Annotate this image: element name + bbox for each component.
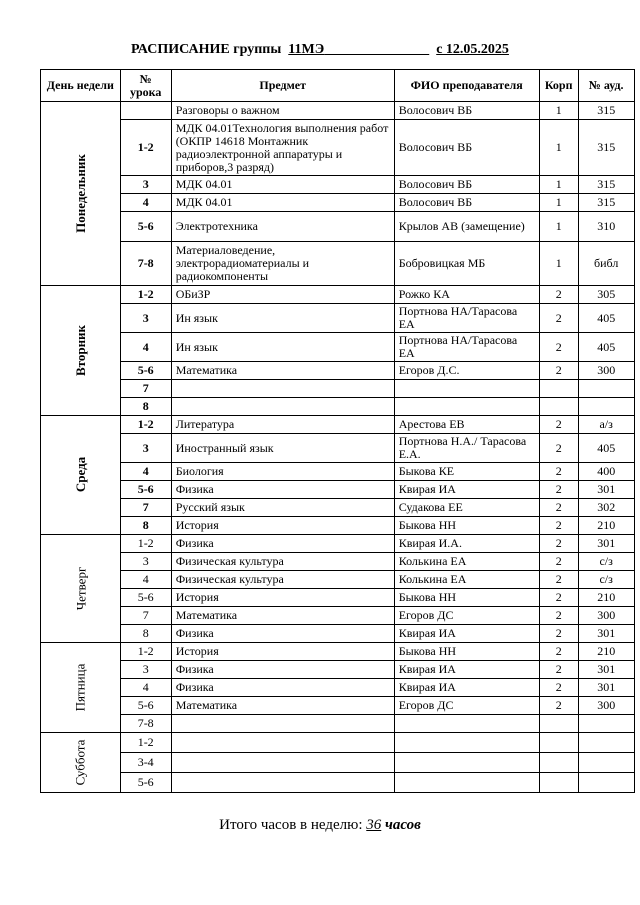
- table-row: [41, 304, 635, 333]
- building-cell: 2: [539, 416, 578, 434]
- subject-cell: Физическая культура: [171, 571, 394, 589]
- total-prefix: Итого часов в неделю:: [219, 817, 363, 833]
- table-row: [41, 643, 635, 661]
- group-underline: [324, 42, 429, 57]
- building-cell: 2: [539, 333, 578, 362]
- room-cell: 315: [578, 194, 634, 212]
- day-cell: [41, 286, 121, 416]
- subject-cell: МДК 04.01: [171, 194, 394, 212]
- room-cell: [578, 733, 634, 753]
- subject-cell: ОБиЗР: [171, 286, 394, 304]
- day-cell: [41, 535, 121, 643]
- room-cell: 210: [578, 589, 634, 607]
- room-cell: 301: [578, 661, 634, 679]
- teacher-cell: Квирая ИА: [394, 625, 539, 643]
- lesson-number-cell: 3: [120, 304, 171, 333]
- table-row: [41, 697, 635, 715]
- building-cell: 2: [539, 517, 578, 535]
- teacher-cell: Крылов АВ (замещение): [394, 212, 539, 242]
- table-row: [41, 571, 635, 589]
- subject-cell: Математика: [171, 607, 394, 625]
- building-cell: 2: [539, 589, 578, 607]
- header-row: [41, 70, 635, 102]
- day-cell: [41, 416, 121, 535]
- subject-cell: Русский язык: [171, 499, 394, 517]
- subject-cell: Физика: [171, 535, 394, 553]
- subject-cell: [171, 733, 394, 753]
- table-row: [41, 362, 635, 380]
- subject-cell: История: [171, 643, 394, 661]
- building-cell: 1: [539, 102, 578, 120]
- building-cell: [539, 753, 578, 773]
- table-row: [41, 398, 635, 416]
- lesson-number-cell: 3: [120, 434, 171, 463]
- schedule-date: с 12.05.2025: [436, 42, 509, 57]
- teacher-cell: [394, 380, 539, 398]
- subject-cell: Физика: [171, 679, 394, 697]
- schedule-table: [40, 69, 635, 793]
- lesson-number-cell: 4: [120, 463, 171, 481]
- table-row: [41, 242, 635, 286]
- building-cell: 2: [539, 697, 578, 715]
- building-cell: 2: [539, 481, 578, 499]
- subject-cell: Физика: [171, 481, 394, 499]
- table-row: [41, 434, 635, 463]
- teacher-cell: [394, 753, 539, 773]
- teacher-cell: Рожко КА: [394, 286, 539, 304]
- subject-cell: Математика: [171, 362, 394, 380]
- teacher-cell: Квирая ИА: [394, 661, 539, 679]
- table-row: [41, 589, 635, 607]
- room-cell: 301: [578, 625, 634, 643]
- building-cell: 1: [539, 212, 578, 242]
- table-row: [41, 679, 635, 697]
- room-cell: 301: [578, 535, 634, 553]
- subject-cell: Иностранный язык: [171, 434, 394, 463]
- table-row: [41, 463, 635, 481]
- table-row: [41, 194, 635, 212]
- room-cell: [578, 715, 634, 733]
- lesson-number-cell: 3: [120, 553, 171, 571]
- building-cell: 2: [539, 571, 578, 589]
- header-building: Корп: [539, 70, 578, 102]
- subject-cell: [171, 715, 394, 733]
- teacher-cell: Квирая И.А.: [394, 535, 539, 553]
- table-row: [41, 102, 635, 120]
- building-cell: [539, 773, 578, 793]
- building-cell: 1: [539, 120, 578, 176]
- day-cell: [41, 733, 121, 793]
- table-row: [41, 773, 635, 793]
- table-row: [41, 176, 635, 194]
- building-cell: [539, 380, 578, 398]
- day-name: Суббота: [72, 739, 88, 785]
- building-cell: 2: [539, 535, 578, 553]
- lesson-number-cell: 5-6: [120, 481, 171, 499]
- lesson-number-cell: 1-2: [120, 416, 171, 434]
- subject-cell: [171, 773, 394, 793]
- teacher-cell: Волосович ВБ: [394, 120, 539, 176]
- building-cell: 2: [539, 625, 578, 643]
- table-row: [41, 481, 635, 499]
- lesson-number-cell: 4: [120, 679, 171, 697]
- room-cell: [578, 753, 634, 773]
- room-cell: библ: [578, 242, 634, 286]
- teacher-cell: Волосович ВБ: [394, 176, 539, 194]
- subject-cell: Физическая культура: [171, 553, 394, 571]
- lesson-number-cell: 3: [120, 661, 171, 679]
- subject-cell: Ин язык: [171, 333, 394, 362]
- teacher-cell: Егоров ДС: [394, 607, 539, 625]
- room-cell: 300: [578, 362, 634, 380]
- building-cell: 2: [539, 553, 578, 571]
- subject-cell: Биология: [171, 463, 394, 481]
- lesson-number-cell: 1-2: [120, 286, 171, 304]
- teacher-cell: [394, 733, 539, 753]
- lesson-number-cell: 1-2: [120, 535, 171, 553]
- subject-cell: Математика: [171, 697, 394, 715]
- building-cell: 1: [539, 242, 578, 286]
- room-cell: с/з: [578, 571, 634, 589]
- room-cell: 210: [578, 643, 634, 661]
- room-cell: 315: [578, 176, 634, 194]
- room-cell: 301: [578, 481, 634, 499]
- building-cell: 2: [539, 434, 578, 463]
- lesson-number-cell: 7-8: [120, 715, 171, 733]
- building-cell: 2: [539, 643, 578, 661]
- teacher-cell: Портнова НА/Тарасова ЕА: [394, 304, 539, 333]
- room-cell: 301: [578, 679, 634, 697]
- lesson-number-cell: 8: [120, 398, 171, 416]
- room-cell: [578, 773, 634, 793]
- lesson-number-cell: 4: [120, 194, 171, 212]
- lesson-number-cell: 1-2: [120, 120, 171, 176]
- teacher-cell: Быкова НН: [394, 643, 539, 661]
- day-name: Четверг: [72, 566, 88, 610]
- lesson-number-cell: 7: [120, 499, 171, 517]
- teacher-cell: Волосович ВБ: [394, 194, 539, 212]
- table-row: [41, 120, 635, 176]
- day-name: Понедельник: [72, 153, 88, 233]
- subject-cell: МДК 04.01Технология выполнения работ (ОКПР 14618 Монтажник радиоэлектронной аппаратуры и приборов,3 разряд): [171, 120, 394, 176]
- lesson-number-cell: 7-8: [120, 242, 171, 286]
- header-day: День недели: [41, 70, 121, 102]
- table-row: [41, 416, 635, 434]
- room-cell: 405: [578, 304, 634, 333]
- table-row: [41, 733, 635, 753]
- table-row: [41, 753, 635, 773]
- lesson-number-cell: 5-6: [120, 362, 171, 380]
- teacher-cell: [394, 398, 539, 416]
- room-cell: 315: [578, 102, 634, 120]
- subject-cell: Электротехника: [171, 212, 394, 242]
- total-suffix: часов: [385, 817, 421, 833]
- teacher-cell: Быкова КЕ: [394, 463, 539, 481]
- building-cell: 2: [539, 499, 578, 517]
- building-cell: 2: [539, 463, 578, 481]
- subject-cell: Разговоры о важном: [171, 102, 394, 120]
- building-cell: 2: [539, 304, 578, 333]
- teacher-cell: [394, 773, 539, 793]
- lesson-number-cell: 4: [120, 571, 171, 589]
- table-row: [41, 499, 635, 517]
- lesson-number-cell: 5-6: [120, 773, 171, 793]
- subject-cell: [171, 398, 394, 416]
- teacher-cell: Колькина ЕА: [394, 571, 539, 589]
- teacher-cell: Егоров Д.С.: [394, 362, 539, 380]
- table-row: [41, 661, 635, 679]
- teacher-cell: Бобровицкая МБ: [394, 242, 539, 286]
- teacher-cell: Быкова НН: [394, 517, 539, 535]
- room-cell: [578, 398, 634, 416]
- teacher-cell: Портнова Н.А./ Тарасова Е.А.: [394, 434, 539, 463]
- room-cell: а/з: [578, 416, 634, 434]
- building-cell: 2: [539, 607, 578, 625]
- table-row: [41, 212, 635, 242]
- title-label: РАСПИСАНИЕ группы: [131, 42, 282, 57]
- total-hours: 36: [366, 817, 382, 833]
- building-cell: 2: [539, 679, 578, 697]
- day-name: Пятница: [72, 663, 88, 711]
- lesson-number-cell: 5-6: [120, 212, 171, 242]
- room-cell: 300: [578, 607, 634, 625]
- subject-cell: История: [171, 517, 394, 535]
- subject-cell: Литература: [171, 416, 394, 434]
- lesson-number-cell: 4: [120, 333, 171, 362]
- schedule-body: [41, 102, 635, 793]
- building-cell: [539, 733, 578, 753]
- room-cell: 310: [578, 212, 634, 242]
- header-teacher: ФИО преподавателя: [394, 70, 539, 102]
- teacher-cell: Быкова НН: [394, 589, 539, 607]
- lesson-number-cell: 3: [120, 176, 171, 194]
- table-row: [41, 715, 635, 733]
- lesson-number-cell: 1-2: [120, 733, 171, 753]
- room-cell: 300: [578, 697, 634, 715]
- building-cell: [539, 398, 578, 416]
- teacher-cell: Арестова ЕВ: [394, 416, 539, 434]
- lesson-number-cell: 8: [120, 517, 171, 535]
- header-lesson-number: № урока: [120, 70, 171, 102]
- lesson-number-cell: 8: [120, 625, 171, 643]
- table-row: [41, 380, 635, 398]
- table-row: [41, 535, 635, 553]
- room-cell: 315: [578, 120, 634, 176]
- room-cell: [578, 380, 634, 398]
- room-cell: 405: [578, 434, 634, 463]
- day-cell: [41, 643, 121, 733]
- subject-cell: [171, 380, 394, 398]
- subject-cell: Физика: [171, 625, 394, 643]
- building-cell: 2: [539, 661, 578, 679]
- teacher-cell: Егоров ДС: [394, 697, 539, 715]
- building-cell: 1: [539, 176, 578, 194]
- lesson-number-cell: 5-6: [120, 589, 171, 607]
- table-row: [41, 286, 635, 304]
- table-row: [41, 517, 635, 535]
- teacher-cell: Квирая ИА: [394, 679, 539, 697]
- subject-cell: Ин язык: [171, 304, 394, 333]
- day-cell: [41, 102, 121, 286]
- room-cell: 405: [578, 333, 634, 362]
- table-row: [41, 333, 635, 362]
- subject-cell: История: [171, 589, 394, 607]
- room-cell: с/з: [578, 553, 634, 571]
- building-cell: 2: [539, 286, 578, 304]
- building-cell: 2: [539, 362, 578, 380]
- subject-cell: МДК 04.01: [171, 176, 394, 194]
- group-name: 11МЭ: [288, 42, 325, 57]
- lesson-number-cell: 7: [120, 607, 171, 625]
- subject-cell: Физика: [171, 661, 394, 679]
- lesson-number-cell: [120, 102, 171, 120]
- weekly-total: [0, 817, 640, 834]
- teacher-cell: [394, 715, 539, 733]
- document-title: [0, 42, 640, 58]
- lesson-number-cell: 5-6: [120, 697, 171, 715]
- header-subject: Предмет: [171, 70, 394, 102]
- room-cell: 400: [578, 463, 634, 481]
- building-cell: 1: [539, 194, 578, 212]
- teacher-cell: Судакова ЕЕ: [394, 499, 539, 517]
- subject-cell: Материаловедение, электрорадиоматериалы и радиокомпоненты: [171, 242, 394, 286]
- teacher-cell: Волосович ВБ: [394, 102, 539, 120]
- table-row: [41, 553, 635, 571]
- lesson-number-cell: 3-4: [120, 753, 171, 773]
- teacher-cell: Квирая ИА: [394, 481, 539, 499]
- building-cell: [539, 715, 578, 733]
- lesson-number-cell: 1-2: [120, 643, 171, 661]
- room-cell: 305: [578, 286, 634, 304]
- lesson-number-cell: 7: [120, 380, 171, 398]
- teacher-cell: Колькина ЕА: [394, 553, 539, 571]
- subject-cell: [171, 753, 394, 773]
- room-cell: 302: [578, 499, 634, 517]
- teacher-cell: Портнова НА/Тарасова ЕА: [394, 333, 539, 362]
- table-row: [41, 625, 635, 643]
- day-name: Вторник: [72, 324, 88, 376]
- header-room: № ауд.: [578, 70, 634, 102]
- day-name: Среда: [72, 456, 88, 493]
- room-cell: 210: [578, 517, 634, 535]
- table-row: [41, 607, 635, 625]
